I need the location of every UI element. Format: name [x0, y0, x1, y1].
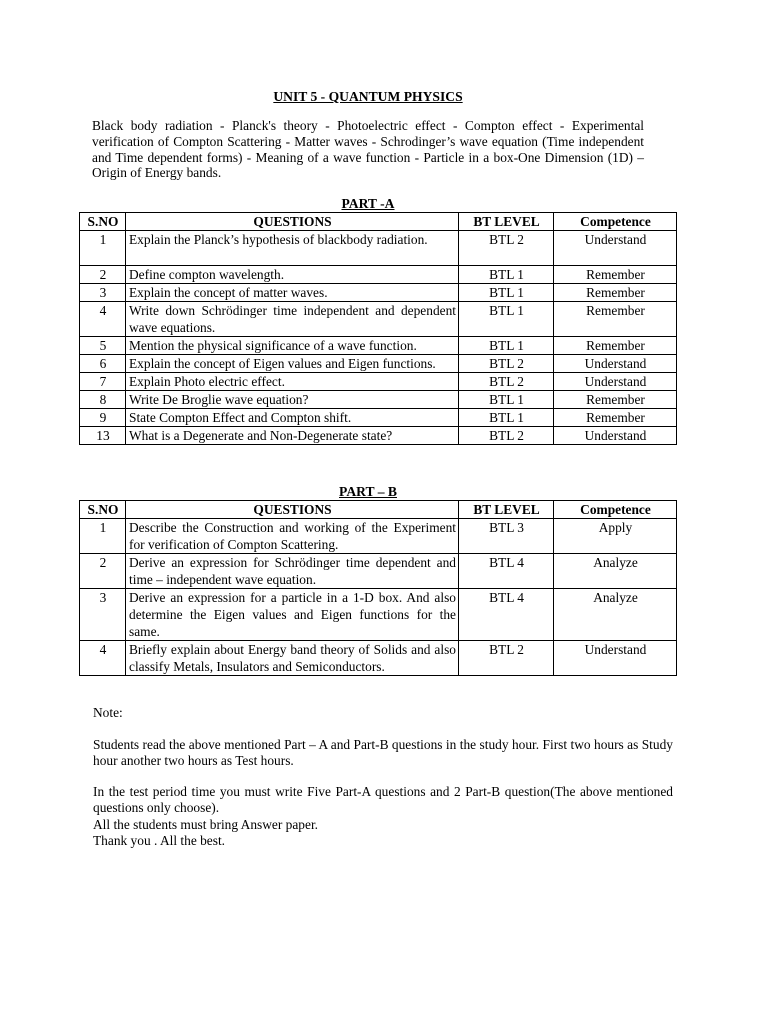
table-row: [80, 284, 677, 302]
table-row: [80, 355, 677, 373]
table-row: [80, 373, 677, 391]
note-paragraph-thanks: Thank you . All the best.: [93, 833, 226, 848]
bt-level-cell: BTL 2: [459, 355, 554, 373]
competence-cell: Remember: [554, 391, 677, 409]
bt-level-header: BT LEVEL: [459, 213, 554, 231]
competence-cell: Analyze: [554, 589, 677, 641]
sno-cell: 9: [80, 409, 126, 427]
bt-level-cell: BTL 2: [459, 427, 554, 445]
bt-level-cell: BTL 1: [459, 391, 554, 409]
sno-cell: 3: [80, 589, 126, 641]
table-header-row: [80, 501, 677, 519]
question-cell: Define compton wavelength.: [126, 266, 459, 284]
table-row: [80, 231, 677, 266]
competence-cell: Understand: [554, 427, 677, 445]
sno-cell: 13: [80, 427, 126, 445]
sno-cell: 5: [80, 337, 126, 355]
competence-cell: Remember: [554, 409, 677, 427]
question-cell: Derive an expression for a particle in a 1-D box. And also determine the Eigen values and Eigen functions for the same.: [126, 589, 459, 641]
question-cell: Briefly explain about Energy band theory of Solids and also classify Metals, Insulators and Semiconductors.: [126, 641, 459, 676]
page-title: UNIT 5 - QUANTUM PHYSICS: [273, 89, 463, 104]
question-cell: Write De Broglie wave equation?: [126, 391, 459, 409]
competence-cell: Remember: [554, 337, 677, 355]
question-cell: Explain Photo electric effect.: [126, 373, 459, 391]
sno-cell: 4: [80, 302, 126, 337]
competence-cell: Remember: [554, 284, 677, 302]
competence-cell: Remember: [554, 266, 677, 284]
bt-level-cell: BTL 2: [459, 231, 554, 266]
table-row: [80, 409, 677, 427]
bt-level-cell: BTL 3: [459, 519, 554, 554]
competence-header: Competence: [554, 501, 677, 519]
bt-level-cell: BTL 2: [459, 373, 554, 391]
question-cell: Explain the concept of matter waves.: [126, 284, 459, 302]
sno-cell: 2: [80, 266, 126, 284]
note-label: Note:: [93, 705, 123, 720]
sno-cell: 4: [80, 641, 126, 676]
table-row: [80, 519, 677, 554]
sno-cell: 1: [80, 231, 126, 266]
bt-level-cell: BTL 4: [459, 554, 554, 589]
competence-cell: Understand: [554, 373, 677, 391]
competence-cell: Understand: [554, 641, 677, 676]
sno-cell: 2: [80, 554, 126, 589]
part-a-heading: PART -A: [341, 196, 395, 211]
bt-level-cell: BTL 4: [459, 589, 554, 641]
bt-level-cell: BTL 1: [459, 284, 554, 302]
competence-cell: Apply: [554, 519, 677, 554]
competence-cell: Analyze: [554, 554, 677, 589]
table-row: [80, 554, 677, 589]
competence-cell: Understand: [554, 231, 677, 266]
bt-level-header: BT LEVEL: [459, 501, 554, 519]
competence-header: Competence: [554, 213, 677, 231]
competence-cell: Understand: [554, 355, 677, 373]
question-cell: What is a Degenerate and Non-Degenerate state?: [126, 427, 459, 445]
table-row: [80, 337, 677, 355]
question-cell: Mention the physical significance of a wave function.: [126, 337, 459, 355]
sno-cell: 3: [80, 284, 126, 302]
sno-cell: 1: [80, 519, 126, 554]
bt-level-cell: BTL 1: [459, 409, 554, 427]
question-cell: Write down Schrödinger time independent and dependent wave equations.: [126, 302, 459, 337]
table-row: [80, 641, 677, 676]
sno-header: S.NO: [80, 501, 126, 519]
note-paragraph-test-period: In the test period time you must write Five Part-A questions and 2 Part-B question(The above mentioned questions only choose).: [93, 784, 673, 815]
part-b-heading: PART – B: [339, 484, 397, 499]
questions-header: QUESTIONS: [126, 501, 459, 519]
sno-cell: 6: [80, 355, 126, 373]
bt-level-cell: BTL 2: [459, 641, 554, 676]
bt-level-cell: BTL 1: [459, 337, 554, 355]
part-b-table: [79, 500, 677, 676]
sno-cell: 8: [80, 391, 126, 409]
part-a-table: [79, 212, 677, 445]
competence-cell: Remember: [554, 302, 677, 337]
question-cell: Explain the Planck’s hypothesis of blackbody radiation.: [126, 231, 459, 266]
table-row: [80, 589, 677, 641]
table-header-row: [80, 213, 677, 231]
bt-level-cell: BTL 1: [459, 302, 554, 337]
sno-cell: 7: [80, 373, 126, 391]
sno-header: S.NO: [80, 213, 126, 231]
note-paragraph-answer-paper: All the students must bring Answer paper.: [93, 817, 319, 832]
syllabus-text: Black body radiation - Planck's theory - Photoelectric effect - Compton effect - Experimental verification of Compton Scattering - Matter waves - Schrodinger’s wave equation (Time independent and Time dependent forms) - Meaning of a wave function - Particle in a box-One Dimension (1D) – Origin of Energy bands.: [92, 118, 644, 181]
table-row: [80, 391, 677, 409]
note-paragraph-study-hours: Students read the above mentioned Part – A and Part-B questions in the study hour. First two hours as Study hour another two hours as Test hours.: [93, 737, 673, 768]
questions-header: QUESTIONS: [126, 213, 459, 231]
table-row: [80, 302, 677, 337]
question-cell: Derive an expression for Schrödinger time dependent and time – independent wave equation.: [126, 554, 459, 589]
question-cell: Explain the concept of Eigen values and Eigen functions.: [126, 355, 459, 373]
question-cell: Describe the Construction and working of the Experiment for verification of Compton Scattering.: [126, 519, 459, 554]
table-row: [80, 427, 677, 445]
bt-level-cell: BTL 1: [459, 266, 554, 284]
question-cell: State Compton Effect and Compton shift.: [126, 409, 459, 427]
table-row: [80, 266, 677, 284]
